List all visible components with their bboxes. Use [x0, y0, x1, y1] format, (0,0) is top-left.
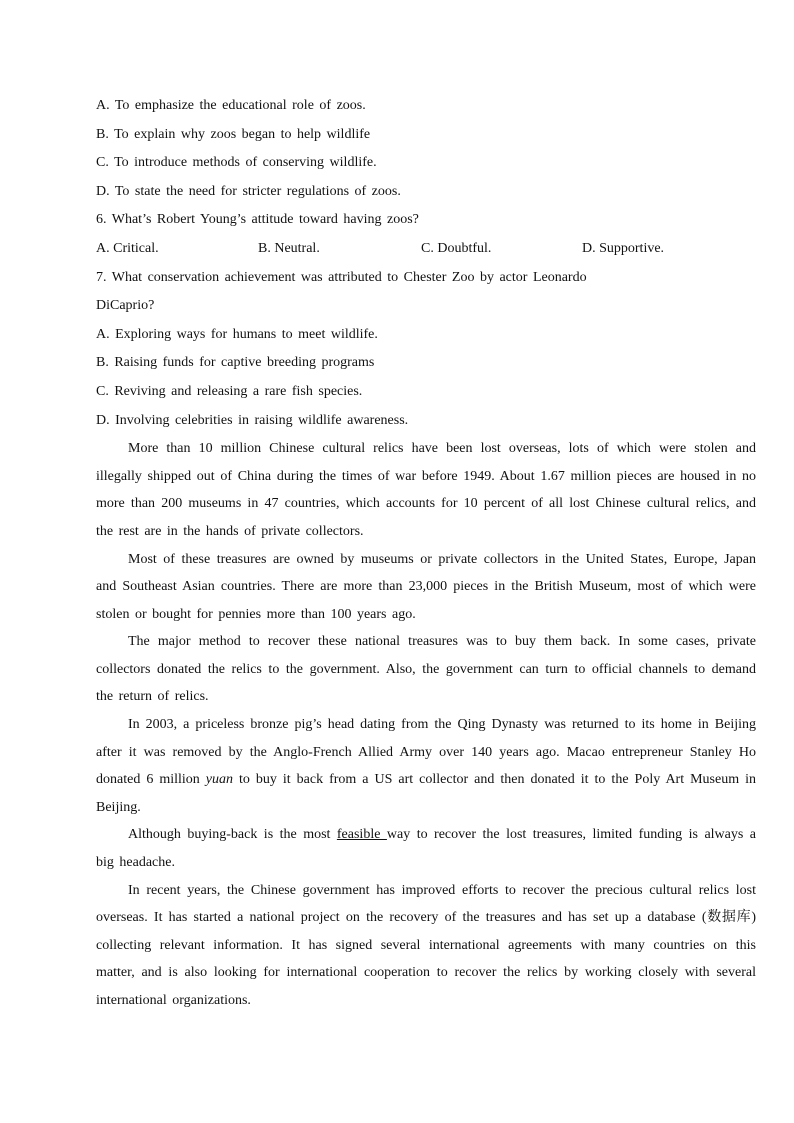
- q5-option-c: C. To introduce methods of conserving wildlife.: [96, 155, 377, 171]
- q5-option-d: D. To state the need for stricter regulations of zoos.: [96, 183, 401, 199]
- q6-question: 6. What’s Robert Young’s attitude toward having zoos?: [96, 212, 419, 228]
- q7-question-line2: DiCaprio?: [96, 298, 155, 314]
- q7-option-d: D. Involving celebrities in raising wildlife awareness.: [96, 412, 409, 428]
- q6-options-row: [96, 235, 756, 264]
- p4-text-before: In 2003, a priceless bronze pig’s head dating from the Qing Dynasty was returned to its home in Beijing after it was removed by the Anglo-French Allied Army over 140 years ago. Macao entrepreneur Stanley Ho donated 6 million: [96, 717, 756, 788]
- q7-option-c: C. Reviving and releasing a rare fish species.: [96, 383, 363, 399]
- passage-paragraph-6: In recent years, the Chinese government has improved efforts to recover the precious cultural relics lost overseas. It has started a national project on the recovery of the treasures and has set up a database (数据库) collecting relevant information. It has signed several international agreements with many countries on this matter, and is also looking for international cooperation to recover the relics by working closely with several international organizations.: [96, 882, 756, 1008]
- p5-underlined-word: feasible: [336, 827, 387, 843]
- q6-option-d: D. Supportive.: [582, 240, 665, 256]
- document-page: [96, 92, 756, 1015]
- q6-option-b: B. Neutral.: [258, 240, 320, 256]
- q5-option-a: A. To emphasize the educational role of zoos.: [96, 98, 366, 113]
- p4-text-after: to buy it back from a US art collector and then donated it to the Poly Art Museum in Beijing.: [96, 772, 756, 815]
- q7-option-a: A. Exploring ways for humans to meet wildlife.: [96, 326, 378, 342]
- passage-paragraph-3: The major method to recover these national treasures was to buy them back. In some cases, private collectors donated the relics to the government. Also, the government can turn to official channels to demand the return of relics.: [96, 634, 756, 705]
- passage-paragraph-1: More than 10 million Chinese cultural relics have been lost overseas, lots of which were stolen and illegally shipped out of China during the times of war before 1949. About 1.67 million pieces are housed in no more than 200 museums in 47 countries, which accounts for 10 percent of all lost Chinese cultural relics, and the rest are in the hands of private collectors.: [96, 441, 756, 539]
- q6-option-a: A. Critical.: [96, 240, 159, 256]
- p5-text-after: way to recover the lost treasures, limited funding is always a big headache.: [96, 827, 757, 871]
- q7-option-b: B. Raising funds for captive breeding programs: [96, 355, 375, 371]
- passage-paragraph-5: [96, 821, 756, 876]
- q6-option-c: C. Doubtful.: [421, 240, 492, 256]
- q5-option-b: B. To explain why zoos began to help wildlife: [96, 126, 371, 142]
- p4-yuan-italic: yuan: [205, 772, 233, 788]
- q7-question-line1: 7. What conservation achievement was attributed to Chester Zoo by actor Leonardo: [96, 269, 587, 285]
- passage-paragraph-2: Most of these treasures are owned by museums or private collectors in the United States, Europe, Japan and Southeast Asian countries. There are more than 23,000 pieces in the British Museum, most of which were stolen or bought for pennies more than 100 years ago.: [96, 551, 756, 622]
- passage-paragraph-4: [96, 711, 756, 821]
- p5-text-before: Although buying-back is the most: [128, 827, 337, 843]
